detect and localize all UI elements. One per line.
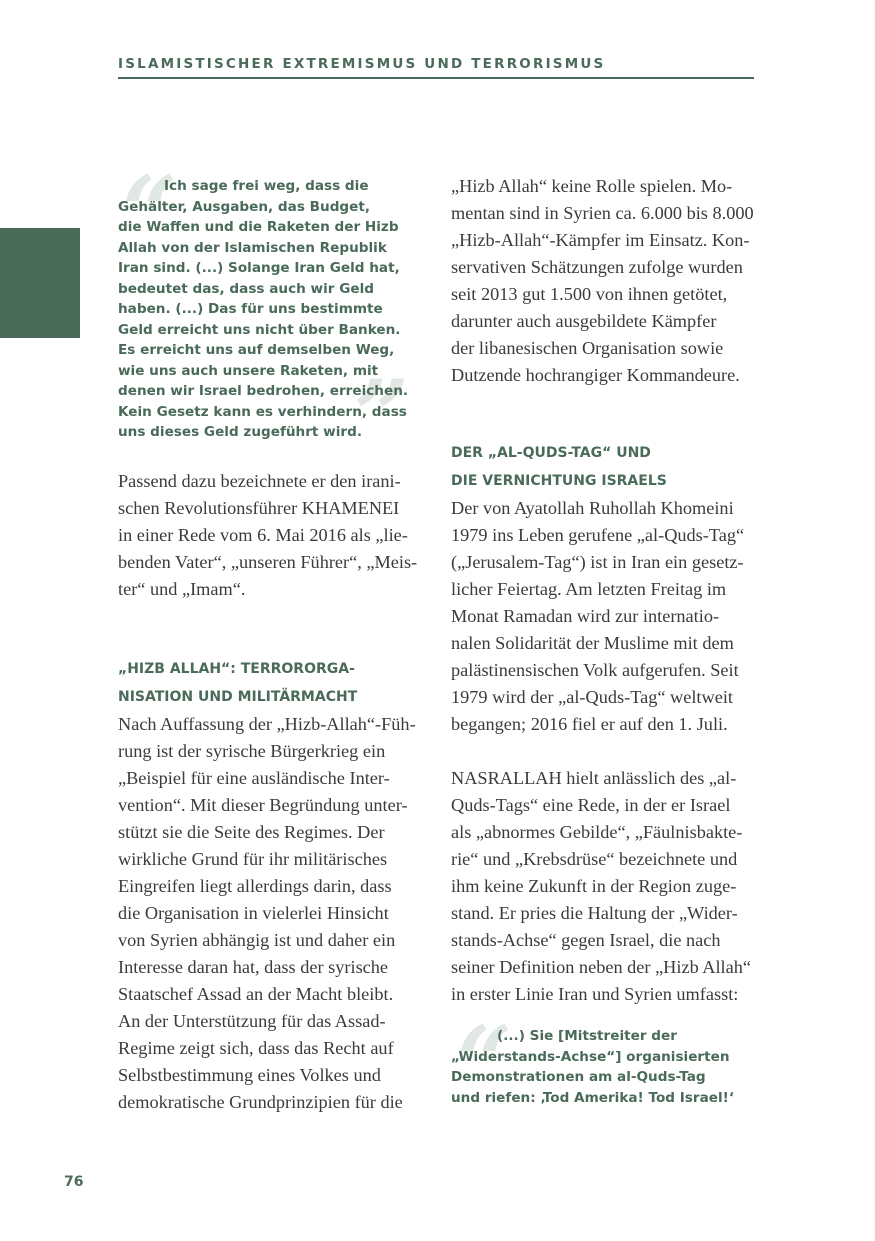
text-line: darunter auch ausgebildete Kämpfer [451, 311, 717, 331]
text-line: stützt sie die Seite des Regimes. Der [118, 822, 385, 842]
section-heading-al-quds-tag [451, 439, 757, 495]
quote-line: Geld erreicht uns nicht über Banken. [118, 321, 401, 338]
text-line: Staatschef Assad an der Macht bleibt. [118, 984, 394, 1004]
body-paragraph-nasrallah [451, 765, 757, 1008]
text-line: in erster Linie Iran und Syrien umfasst: [451, 984, 739, 1004]
text-line: ihm keine Zukunft in der Region zuge- [451, 876, 737, 896]
quote-box-top [118, 155, 424, 472]
text-line: als „abnormes Gebilde“, „Fäulnisbakte- [451, 822, 743, 842]
quote-line: und riefen: ‚Tod Amerika! Tod Israel!‘ [451, 1089, 735, 1106]
text-line: Der von Ayatollah Ruhollah Khomeini [451, 498, 734, 518]
quote-line: Ich sage frei weg, dass die [164, 178, 369, 194]
quote-line: Iran sind. (...) Solange Iran Geld hat, [118, 260, 400, 276]
text-line: der libanesischen Organisation sowie [451, 338, 724, 358]
body-paragraph-al-quds [451, 495, 757, 738]
quote-line: wie uns auch unsere Raketen, mit [118, 362, 379, 379]
heading-line: „HIZB ALLAH“: TERRORORGA- [118, 661, 355, 677]
open-quote-mark-icon: “ [457, 1005, 513, 1118]
quote-box-bottom [451, 1005, 757, 1118]
text-line: palästinensischen Volk aufgerufen. Seit [451, 660, 739, 680]
text-line: An der Unterstützung für das Assad- [118, 1011, 386, 1031]
text-line: von Syrien abhängig ist und daher ein [118, 930, 396, 950]
quote-text [118, 176, 424, 443]
text-line: Interesse daran hat, dass der syrische [118, 957, 389, 977]
text-line: servativen Schätzungen zufolge wurden [451, 257, 743, 277]
text-line: benden Vater“, „unseren Führer“, „Meis- [118, 552, 418, 572]
quote-line: Es erreicht uns auf demselben Weg, [118, 342, 395, 358]
text-line: schen Revolutionsführer KHAMENEI [118, 498, 400, 518]
text-line: licher Feiertag. Am letzten Freitag im [451, 579, 727, 599]
text-line: rie“ und „Krebsdrüse“ bezeichnete und [451, 849, 738, 869]
quote-line: denen wir Israel bedrohen, erreichen. [118, 383, 409, 399]
text-line: in einer Rede vom 6. Mai 2016 als „lie- [118, 525, 408, 545]
text-line: Selbstbestimmung eines Volkes und [118, 1065, 381, 1085]
text-line: die Organisation in vielerlei Hinsicht [118, 903, 389, 923]
text-line: NASRALLAH hielt anlässlich des „al- [451, 768, 737, 788]
text-line: Dutzende hochrangiger Kommandeure. [451, 365, 740, 385]
quote-line: haben. (...) Das für uns bestimmte [118, 301, 383, 317]
body-paragraph-syria [118, 711, 424, 1116]
heading-line: NISATION UND MILITÄRMACHT [118, 689, 358, 705]
quote-line: bedeutet das, dass auch wir Geld [118, 280, 374, 297]
body-paragraph-fighters [451, 173, 757, 389]
text-line: seiner Definition neben der „Hizb Allah“ [451, 957, 752, 977]
open-quote-mark-icon: “ [122, 155, 178, 268]
quote-line: (...) Sie [Mitstreiter der [497, 1028, 677, 1044]
text-line: Monat Ramadan wird zur internatio- [451, 606, 720, 626]
left-column [118, 155, 424, 1116]
text-line: Passend dazu bezeichnete er den irani- [118, 471, 401, 491]
section-heading-hizb-allah [118, 655, 424, 711]
text-line: 1979 ins Leben gerufene „al-Quds-Tag“ [451, 525, 745, 545]
text-line: Regime zeigt sich, dass das Recht auf [118, 1038, 394, 1058]
text-line: mentan sind in Syrien ca. 6.000 bis 8.000 [451, 203, 754, 223]
text-line: „Hizb-Allah“-Kämpfer im Einsatz. Kon- [451, 230, 750, 250]
text-line: („Jerusalem-Tag“) ist in Iran ein gesetz- [451, 552, 744, 572]
quote-line: Gehälter, Ausgaben, das Budget, [118, 198, 371, 215]
text-line: stand. Er pries die Haltung der „Wider- [451, 903, 738, 923]
heading-line: DIE VERNICHTUNG ISRAELS [451, 473, 667, 489]
running-header-title: ISLAMISTISCHER EXTREMISMUS UND TERRORISMUS [118, 56, 606, 72]
quote-line: „Widerstands-Achse“] organisierten [451, 1048, 730, 1065]
text-line: vention“. Mit dieser Begründung unter- [118, 795, 408, 815]
quote-line: Demonstrationen am al-Quds-Tag [451, 1069, 706, 1085]
quote-line: die Waffen und die Raketen der Hizb [118, 219, 399, 235]
text-line: stands-Achse“ gegen Israel, die nach [451, 930, 721, 950]
quote-line: Kein Gesetz kann es verhindern, dass [118, 403, 407, 420]
body-paragraph-khamenei [118, 468, 424, 603]
text-line: nalen Solidarität der Muslime mit dem [451, 633, 734, 653]
running-header [118, 55, 754, 79]
text-line: seit 2013 gut 1.500 von ihnen getötet, [451, 284, 728, 304]
text-line: wirkliche Grund für ihr militärisches [118, 849, 388, 869]
text-line: „Beispiel für eine ausländische Inter- [118, 768, 390, 788]
page-number: 76 [64, 1174, 84, 1190]
chapter-tab-marker [0, 228, 80, 338]
text-line: begangen; 2016 fiel er auf den 1. Juli. [451, 714, 728, 734]
text-line: demokratische Grundprinzipien für die [118, 1092, 403, 1112]
quote-line: Allah von der Islamischen Republik [118, 239, 387, 256]
heading-line: DER „AL-QUDS-TAG“ UND [451, 445, 651, 461]
quote-text [451, 1026, 757, 1108]
close-quote-mark-icon: ” [354, 359, 410, 472]
right-column [451, 173, 757, 1118]
text-line: Nach Auffassung der „Hizb-Allah“-Füh- [118, 714, 416, 734]
text-line: 1979 wird der „al-Quds-Tag“ weltweit [451, 687, 733, 707]
text-line: „Hizb Allah“ keine Rolle spielen. Mo- [451, 176, 733, 196]
text-line: Eingreifen liegt allerdings darin, dass [118, 876, 392, 896]
text-line: rung ist der syrische Bürgerkrieg ein [118, 741, 386, 761]
text-line: Quds-Tags“ eine Rede, in der er Israel [451, 795, 731, 815]
quote-line: uns dieses Geld zugeführt wird. [118, 424, 362, 440]
text-line: ter“ und „Imam“. [118, 579, 246, 599]
